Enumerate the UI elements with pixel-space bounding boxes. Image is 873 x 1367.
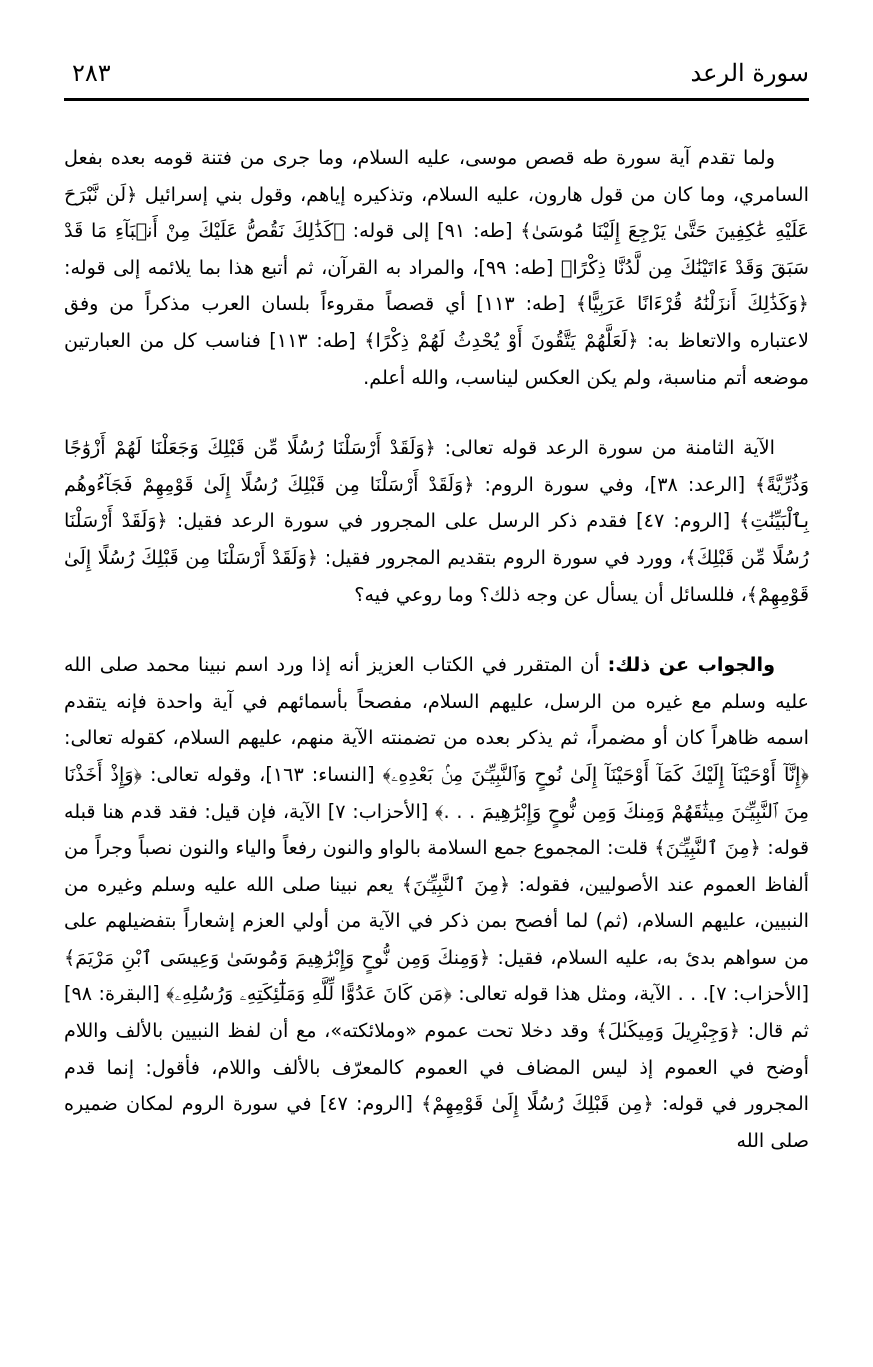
- page-number: ٢٨٣: [72, 59, 111, 87]
- body-text: [64, 140, 809, 1159]
- answer-lead: والجواب عن ذلك:: [607, 653, 776, 677]
- answer-text: أن المتقرر في الكتاب العزيز أنه إذا ورد اسم نبينا محمد صلى الله عليه وسلم مع غيره من الرسل، عليهم السلام، مفصحاً بأسمائهم في آية واحدة فإنه يتقدم اسمه ظاهراً كان أو مضمراً، ثم يذكر بعده من تضمنته الآية منهم، عليهم السلام، كقوله تعالى: ﴿إِنَّآ أَوْحَيْنَآ إِلَيْكَ كَمَآ أَوْحَيْنَآ إِلَىٰ نُوحٍ وَٱلنَّبِيِّـۧنَ مِنۢ بَعْدِهِۦ﴾ [النساء: ١٦٣]، وقوله تعالى: ﴿وَإِذْ أَخَذْنَا مِنَ ٱلنَّبِيِّـۧنَ مِيثَٰقَهُمْ وَمِنكَ وَمِن نُّوحٍ وَإِبْرَٰهِيمَ . . .﴾ [الأحزاب: ٧] الآية، فإن قيل: فقد قدم هنا قبله قوله: ﴿مِنَ ٱلنَّبِيِّـۧنَ﴾ قلت: المجموع جمع السلامة بالواو والنون رفعاً والياء والنون نصباً وجراً من ألفاظ العموم عند الأصوليين، فقوله: ﴿مِنَ ٱلنَّبِيِّـۧنَ﴾ يعم نبينا صلى الله عليه وسلم وغيره من النبيين، عليهم السلام، (ثم) لما أفصح بمن ذكر في الآية من أولي العزم إشعاراً بتفضيلهم على من سواهم بدئ به، عليه السلام، فقيل: ﴿وَمِنكَ وَمِن نُّوحٍ وَإِبْرَٰهِيمَ وَمُوسَىٰ وَعِيسَى ٱبْنِ مَرْيَمَ﴾ [الأحزاب: ٧]. . . الآية، ومثل هذا قوله تعالى: ﴿مَن كَانَ عَدُوًّا لِّلَّهِ وَمَلَٰٓئِكَتِهِۦ وَرُسُلِهِۦ﴾ [البقرة: ٩٨] ثم قال: ﴿وَجِبْرِيلَ وَمِيكَىٰلَ﴾ وقد دخلا تحت عموم «وملائكته»، مع أن لفظ النبيين بالألف واللام أوضح في العموم إذ ليس المضاف في العموم كالمعرّف بالألف واللام، فأقول: إنما قدم المجرور في قوله: ﴿مِن قَبْلِكَ رُسُلًا إِلَىٰ قَوْمِهِمْ﴾ [الروم: ٤٧] في سورة الروم لمكان ضميره صلى الله: [64, 653, 810, 1152]
- paragraph-2: الآية الثامنة من سورة الرعد قوله تعالى: ﴿وَلَقَدْ أَرْسَلْنَا رُسُلًا مِّن قَبْلِكَ وَجَعَلْنَا لَهُمْ أَزْوَٰجًا وَذُرِّيَّةً﴾ [الرعد: ٣٨]، وفي سورة الروم: ﴿وَلَقَدْ أَرْسَلْنَا مِن قَبْلِكَ رُسُلًا إِلَىٰ قَوْمِهِمْ فَجَآءُوهُم بِٱلْبَيِّنَٰتِ﴾ [الروم: ٤٧] فقدم ذكر الرسل على المجرور في سورة الرعد فقيل: ﴿وَلَقَدْ أَرْسَلْنَا رُسُلًا مِّن قَبْلِكَ﴾، وورد في سورة الروم بتقديم المجرور فقيل: ﴿وَلَقَدْ أَرْسَلْنَا مِن قَبْلِكَ رُسُلًا إِلَىٰ قَوْمِهِمْ﴾، فللسائل أن يسأل عن وجه ذلك؟ وما روعي فيه؟: [64, 436, 809, 606]
- running-head: [64, 56, 809, 92]
- paragraph-3: [64, 647, 809, 1159]
- header-rule: [64, 98, 809, 101]
- paragraph-1: ولما تقدم آية سورة طه قصص موسى، عليه السلام، وما جرى من فتنة قومه بعده بفعل السامري، وما كان من قول هارون، عليه السلام، وتذكيره إياهم، وقول بني إسرائيل ﴿لَن نَّبْرَحَ عَلَيْهِ عَٰكِفِينَ حَتَّىٰ يَرْجِعَ إِلَيْنَا مُوسَىٰ﴾ [طه: ٩١] إلى قوله: ﴿كَذَٰلِكَ نَقُصُّ عَلَيْكَ مِنْ أَنۢبَآءِ مَا قَدْ سَبَقَ وَقَدْ ءَاتَيْنَٰكَ مِن لَّدُنَّا ذِكْرًا﴾ [طه: ٩٩]، والمراد به القرآن، ثم أتبع هذا بما يلائمه إلى قوله: ﴿وَكَذَٰلِكَ أَنزَلْنَٰهُ قُرْءَانًا عَرَبِيًّا﴾ [طه: ١١٣] أي قصصاً مقروءاً بلسان العرب مذكراً من وفق لاعتباره والاتعاظ به: ﴿لَعَلَّهُمْ يَتَّقُونَ أَوْ يُحْدِثُ لَهُمْ ذِكْرًا﴾ [طه: ١١٣] فناسب كل من العبارتين موضعه أتم مناسبة، ولم يكن العكس ليناسب، والله أعلم.: [64, 146, 810, 389]
- surah-title: سورة الرعد: [690, 59, 809, 87]
